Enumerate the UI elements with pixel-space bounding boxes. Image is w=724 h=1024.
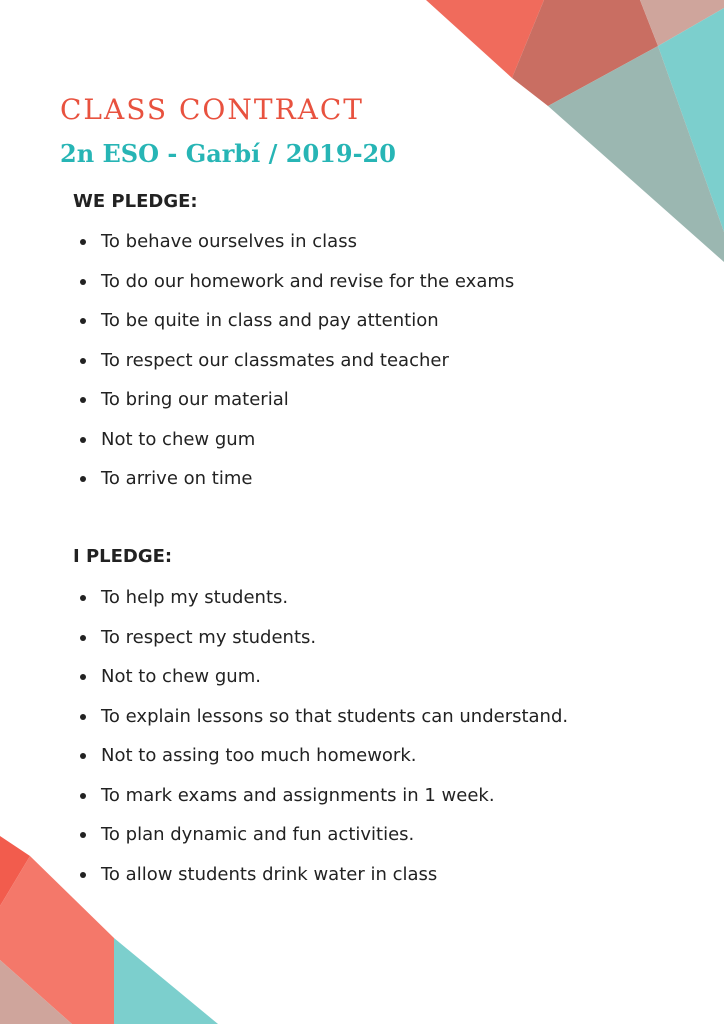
- list-item: To explain lessons so that students can understand.: [73, 705, 568, 745]
- we-pledge-heading: WE PLEDGE:: [73, 191, 198, 212]
- list-item: To help my students.: [73, 586, 568, 626]
- list-item: To allow students drink water in class: [73, 863, 568, 903]
- list-item: Not to assing too much homework.: [73, 744, 568, 784]
- page-title: CLASS CONTRACT: [60, 93, 364, 126]
- list-item: To respect my students.: [73, 626, 568, 666]
- i-pledge-heading: I PLEDGE:: [73, 546, 173, 567]
- list-item: To behave ourselves in class: [73, 230, 514, 270]
- list-item: To mark exams and assignments in 1 week.: [73, 784, 568, 824]
- we-pledge-list: [73, 230, 514, 507]
- list-item: To respect our classmates and teacher: [73, 349, 514, 389]
- i-pledge-list: [73, 586, 568, 902]
- list-item: To arrive on time: [73, 467, 514, 507]
- bottom-teal-triangle: [114, 938, 218, 1024]
- page-subtitle: 2n ESO - Garbí / 2019-20: [60, 139, 396, 168]
- list-item: To plan dynamic and fun activities.: [73, 823, 568, 863]
- list-item: Not to chew gum: [73, 428, 514, 468]
- list-item: Not to chew gum.: [73, 665, 568, 705]
- list-item: To be quite in class and pay attention: [73, 309, 514, 349]
- list-item: To do our homework and revise for the exams: [73, 270, 514, 310]
- list-item: To bring our material: [73, 388, 514, 428]
